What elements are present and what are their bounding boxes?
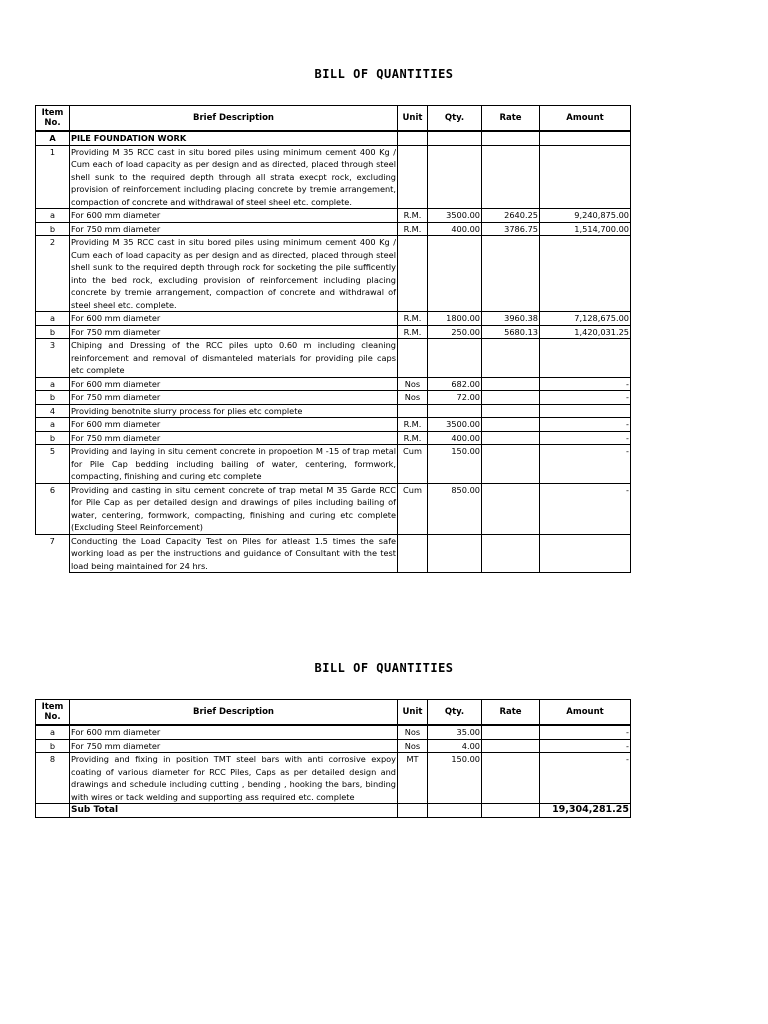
description-cell: For 750 mm diameter (70, 391, 398, 405)
item-no-cell: 8 (36, 753, 70, 804)
amount-cell (540, 339, 631, 378)
qty-cell: 1800.00 (428, 312, 482, 326)
table-row (36, 391, 631, 405)
item-no-cell: 4 (36, 404, 70, 418)
rate-cell: 3960.38 (482, 312, 540, 326)
qty-cell: 850.00 (428, 483, 482, 534)
amount-cell (540, 236, 631, 312)
table-row (36, 325, 631, 339)
table-body (36, 131, 631, 573)
unit-cell: Cum (398, 483, 428, 534)
unit-cell: MT (398, 753, 428, 804)
description-cell: Chiping and Dressing of the RCC piles upto 0.60 m including cleaning reinforcement and removal of dismanteled materials for providing pile caps etc complete (71, 340, 396, 375)
header-description: Brief Description (70, 700, 398, 726)
header-description: Brief Description (70, 106, 398, 132)
description-cell: For 600 mm diameter (70, 209, 398, 223)
rate-cell (482, 145, 540, 209)
rate-cell (482, 339, 540, 378)
header-item-no: Item No. (36, 106, 70, 132)
qty-cell: 682.00 (428, 377, 482, 391)
boq-table-2 (35, 699, 631, 818)
amount-cell: - (540, 418, 631, 432)
qty-cell (428, 145, 482, 209)
amount-cell (540, 145, 631, 209)
qty-cell: 250.00 (428, 325, 482, 339)
description-cell: Providing and laying in situ cement concrete in propoetion M -15 of trap metal for Pile Cap bedding including bailing of water, centering, formwork, compacting, finishing and curing etc complete (71, 446, 396, 481)
unit-cell (398, 339, 428, 378)
amount-cell: - (540, 431, 631, 445)
rate-cell: 5680.13 (482, 325, 540, 339)
unit-cell: Nos (398, 391, 428, 405)
table-row (36, 753, 631, 804)
rate-cell: 2640.25 (482, 209, 540, 223)
amount-cell: 9,240,875.00 (540, 209, 631, 223)
section-header-row (36, 131, 631, 145)
qty-cell (428, 131, 482, 145)
header-qty: Qty. (428, 106, 482, 132)
rate-cell (482, 725, 540, 739)
qty-cell: 150.00 (428, 445, 482, 484)
amount-cell: - (540, 377, 631, 391)
amount-cell: - (540, 725, 631, 739)
table-row (36, 339, 631, 378)
item-no-cell: 3 (36, 339, 70, 378)
boq-table-1 (35, 105, 631, 573)
item-no-cell: A (36, 131, 70, 145)
table-row (36, 377, 631, 391)
subtotal-label: Sub Total (70, 804, 398, 818)
subtotal-rate (482, 804, 540, 818)
header-unit: Unit (398, 700, 428, 726)
item-no-cell: b (36, 391, 70, 405)
qty-cell: 3500.00 (428, 418, 482, 432)
unit-cell: R.M. (398, 325, 428, 339)
header-item-no: Item No. (36, 700, 70, 726)
qty-cell (428, 339, 482, 378)
rate-cell (482, 739, 540, 753)
table-row (36, 236, 631, 312)
item-no-cell: a (36, 209, 70, 223)
amount-cell: - (540, 739, 631, 753)
table-row (36, 445, 631, 484)
item-no-cell: a (36, 377, 70, 391)
table-row (36, 725, 631, 739)
description-cell: For 600 mm diameter (70, 418, 398, 432)
description-cell: For 600 mm diameter (70, 725, 398, 739)
table-row (36, 534, 631, 573)
table-row (36, 431, 631, 445)
description-cell: Providing M 35 RCC cast in situ bored piles using minimum cement 400 Kg / Cum each of load capacity as per design and as directed, placed through steel shell sunk to the required depth through rock for socketing the pile sufficently into the bed rock, excluding provision of reinforcement including placing concrete by tremie arrangement, compaction of concrete and withdrawal of steel sheel etc. complete. (71, 237, 396, 310)
item-no-cell: b (36, 431, 70, 445)
subtotal-unit (398, 804, 428, 818)
qty-cell (428, 236, 482, 312)
description-cell: Providing benotnite slurry process for plies etc complete (70, 404, 398, 418)
item-no-cell: a (36, 725, 70, 739)
amount-cell: - (540, 445, 631, 484)
amount-cell (540, 534, 631, 573)
table-header (36, 106, 631, 132)
description-cell: Providing and casting in situ cement concrete of trap metal M 35 Garde RCC for Pile Cap as per detailed design and drawings of piles including bailing of water, centering, formwork, compacting, finishing and curing etc complete (Excluding Steel Reinforcement) (71, 484, 396, 532)
description-cell: Conducting the Load Capacity Test on Piles for atleast 1.5 times the safe working load as per the instructions and guidance of Consultant with the test load being maintained for 24 hrs. (71, 535, 396, 571)
subtotal-qty (428, 804, 482, 818)
qty-cell: 4.00 (428, 739, 482, 753)
unit-cell: Nos (398, 725, 428, 739)
unit-cell: Cum (398, 445, 428, 484)
qty-cell: 72.00 (428, 391, 482, 405)
unit-cell: R.M. (398, 209, 428, 223)
rate-cell (482, 418, 540, 432)
header-qty: Qty. (428, 700, 482, 726)
table-row (36, 312, 631, 326)
unit-cell: R.M. (398, 418, 428, 432)
unit-cell (398, 236, 428, 312)
table-row (36, 739, 631, 753)
amount-cell: - (540, 753, 631, 804)
unit-cell: Nos (398, 377, 428, 391)
qty-cell: 400.00 (428, 222, 482, 236)
description-cell: PILE FOUNDATION WORK (70, 131, 398, 145)
amount-cell: 7,128,675.00 (540, 312, 631, 326)
amount-cell: - (540, 391, 631, 405)
rate-cell (482, 431, 540, 445)
page-title: BILL OF QUANTITIES (314, 67, 454, 81)
amount-cell: 1,514,700.00 (540, 222, 631, 236)
qty-cell: 3500.00 (428, 209, 482, 223)
rate-cell: 3786.75 (482, 222, 540, 236)
description-cell: Providing and fixing in position TMT steel bars with anti corrosive expoy coating of various diameter for RCC Piles, Caps as per detailed design and drawings and schedule including cutting , bending , hooking the bars, binding with wires or tack welding and supporting ass required etc. complete (71, 754, 396, 802)
description-cell: For 600 mm diameter (70, 312, 398, 326)
unit-cell (398, 145, 428, 209)
table-row (36, 483, 631, 534)
page-title: BILL OF QUANTITIES (314, 661, 454, 675)
amount-cell: 1,420,031.25 (540, 325, 631, 339)
subtotal-amount: 19,304,281.25 (540, 804, 631, 818)
rate-cell (482, 483, 540, 534)
amount-cell: - (540, 483, 631, 534)
header-unit: Unit (398, 106, 428, 132)
qty-cell: 400.00 (428, 431, 482, 445)
description-cell: For 600 mm diameter (70, 377, 398, 391)
description-cell: For 750 mm diameter (70, 325, 398, 339)
description-cell: For 750 mm diameter (70, 222, 398, 236)
unit-cell: Nos (398, 739, 428, 753)
rate-cell (482, 236, 540, 312)
qty-cell (428, 534, 482, 573)
header-amount: Amount (540, 106, 631, 132)
unit-cell (398, 534, 428, 573)
item-no-cell: 1 (36, 145, 70, 209)
unit-cell (398, 131, 428, 145)
amount-cell (540, 131, 631, 145)
item-no-cell: a (36, 312, 70, 326)
table-row (36, 145, 631, 209)
rate-cell (482, 404, 540, 418)
description-cell: Providing M 35 RCC cast in situ bored piles using minimum cement 400 Kg / Cum each of load capacity as per design and as directed, placed through steel shell sunk to the required depth through all strata execpt rock, excluding provision of reinforcement including placing concrete by tremie arrangement, compaction of concrete and withdrawal of steel sheel etc. complete. (71, 146, 396, 207)
amount-cell (540, 404, 631, 418)
qty-cell (428, 404, 482, 418)
unit-cell: R.M. (398, 431, 428, 445)
rate-cell (482, 753, 540, 804)
unit-cell: R.M. (398, 312, 428, 326)
table-row (36, 418, 631, 432)
description-cell: For 750 mm diameter (70, 431, 398, 445)
header-rate: Rate (482, 106, 540, 132)
table-row (36, 209, 631, 223)
rate-cell (482, 131, 540, 145)
unit-cell (398, 404, 428, 418)
subtotal-row (36, 804, 631, 818)
item-no-cell: b (36, 325, 70, 339)
item-no-cell: 5 (36, 445, 70, 484)
item-no-cell: b (36, 222, 70, 236)
rate-cell (482, 377, 540, 391)
table-header (36, 700, 631, 726)
item-no-cell: 2 (36, 236, 70, 312)
item-no-cell: 6 (36, 483, 70, 534)
header-amount: Amount (540, 700, 631, 726)
table-body (36, 725, 631, 804)
qty-cell: 35.00 (428, 725, 482, 739)
unit-cell: R.M. (398, 222, 428, 236)
table-row (36, 404, 631, 418)
item-no-cell: 7 (36, 534, 70, 573)
rate-cell (482, 534, 540, 573)
rate-cell (482, 391, 540, 405)
description-cell: For 750 mm diameter (70, 739, 398, 753)
item-no-cell: a (36, 418, 70, 432)
table-row (36, 222, 631, 236)
item-no-cell: b (36, 739, 70, 753)
rate-cell (482, 445, 540, 484)
subtotal-item (36, 804, 70, 818)
header-rate: Rate (482, 700, 540, 726)
qty-cell: 150.00 (428, 753, 482, 804)
